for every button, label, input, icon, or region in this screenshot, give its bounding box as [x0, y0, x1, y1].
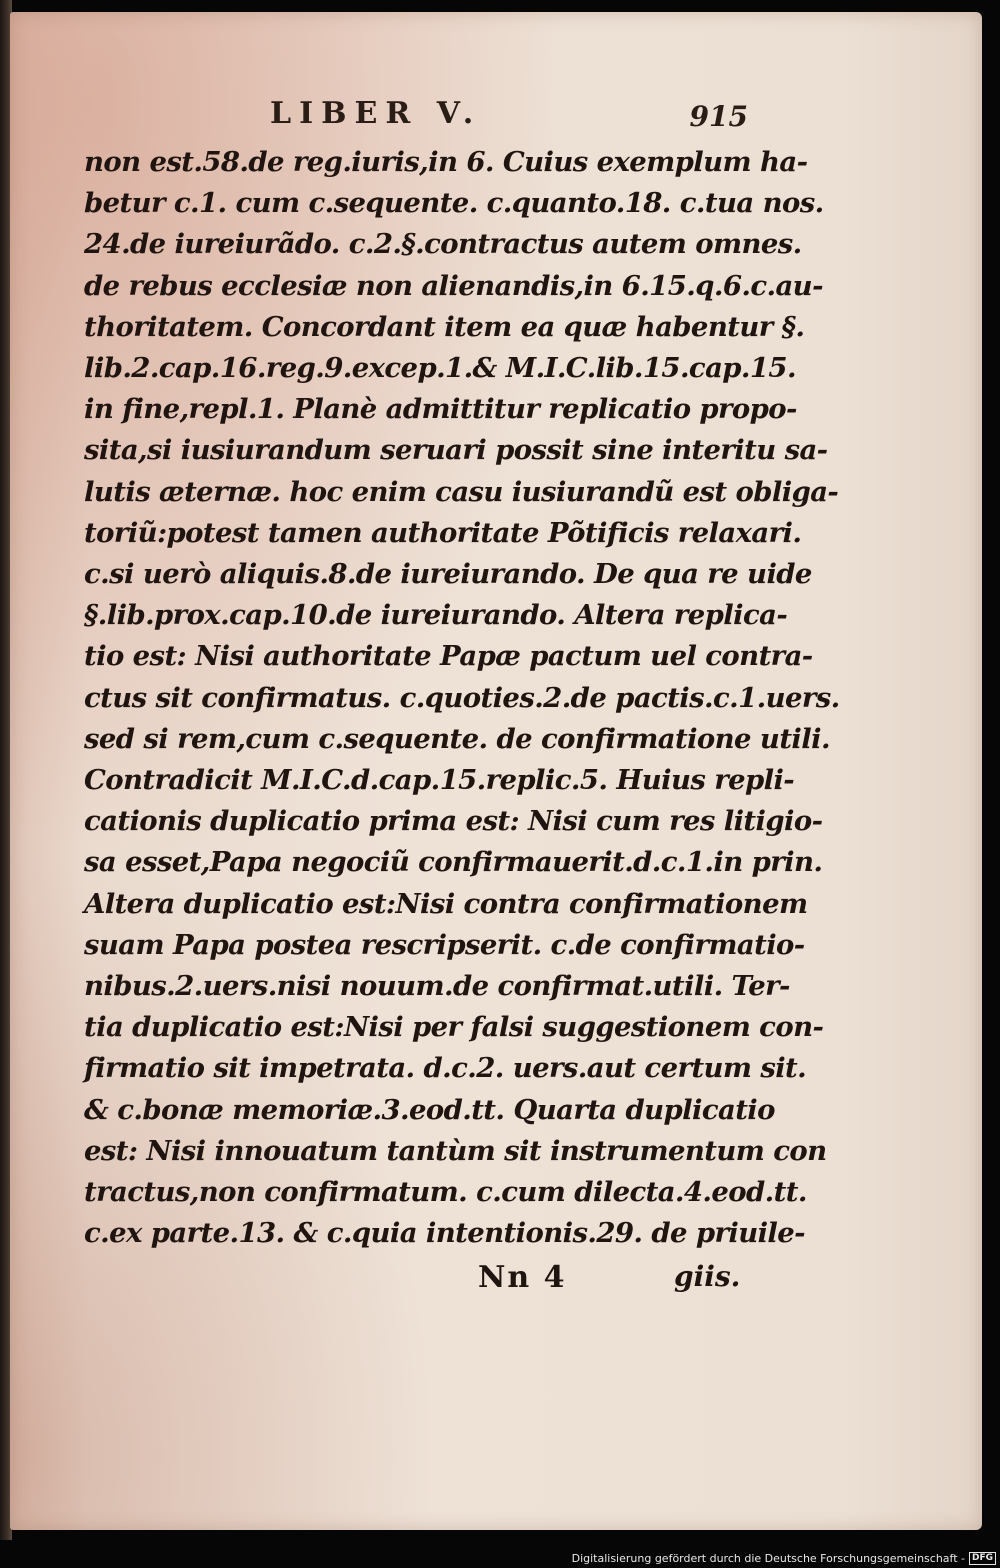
signature-mark: Nn 4 [478, 1260, 567, 1296]
text-line: in fine,repl.1. Planè admittitur replicatio propo- [84, 393, 797, 426]
text-line: sed si rem,cum c.sequente. de confirmatione utili. [84, 722, 830, 755]
signature-line [84, 1260, 744, 1304]
text-line: tia duplicatio est:Nisi per falsi suggestionem con- [84, 1011, 824, 1044]
credit-text: Digitalisierung gefördert durch die Deutsche Forschungsgemeinschaft - [571, 1552, 965, 1565]
text-line: & c.bonæ memoriæ.3.eod.tt. Quarta duplicatio [84, 1093, 775, 1126]
text-line: sa esset,Papa negociũ confirmauerit.d.c.1.in prin. [84, 846, 823, 879]
text-line: betur c.1. cum c.sequente. c.quanto.18. c.tua nos. [84, 187, 824, 220]
text-line: firmatio sit impetrata. d.c.2. uers.aut certum sit. [84, 1052, 807, 1085]
text-line: tio est: Nisi authoritate Papæ pactum uel contra- [84, 640, 813, 673]
text-line: ctus sit confirmatus. c.quoties.2.de pactis.c.1.uers. [84, 681, 840, 714]
running-title: LIBER V. [270, 96, 482, 131]
text-line: 24.de iureiurãdo. c.2.§.contractus autem omnes. [84, 228, 802, 261]
book-page [10, 12, 982, 1530]
text-line: sita,si iusiurandum seruari possit sine interitu sa- [84, 434, 828, 467]
text-line: lib.2.cap.16.reg.9.excep.1.& M.I.C.lib.15.cap.15. [84, 352, 796, 385]
text-line: lutis æternæ. hoc enim casu iusiurandũ est obliga- [84, 475, 839, 508]
text-line: tractus,non confirmatum. c.cum dilecta.4.eod.tt. [84, 1176, 807, 1209]
folio-number: 915 [689, 100, 748, 133]
text-line: c.si uerò aliquis.8.de iureiurando. De qua re uide [84, 558, 812, 591]
text-line: Contradicit M.I.C.d.cap.15.replic.5. Huius repli- [84, 764, 795, 797]
text-line: non est.58.de reg.iuris,in 6. Cuius exemplum ha- [84, 146, 808, 178]
text-line: §.lib.prox.cap.10.de iureiurando. Altera replica- [84, 599, 788, 632]
text-line: toriũ:potest tamen authoritate Põtificis relaxari. [84, 516, 802, 549]
text-line: nibus.2.uers.nisi nouum.de confirmat.utili. Ter- [84, 970, 790, 1003]
text-line: c.ex parte.13. & c.quia intentionis.29. de priuile- [84, 1217, 805, 1250]
text-line: suam Papa postea rescripserit. c.de confirmatio- [84, 928, 805, 961]
text-block [84, 96, 840, 1304]
dfg-logo: DFG [969, 1552, 996, 1565]
text-line: est: Nisi innouatum tantùm sit instrumentum con [84, 1134, 827, 1167]
text-line: de rebus ecclesiæ non alienandis,in 6.15.q.6.c.au- [84, 269, 823, 302]
running-head [84, 96, 748, 142]
text-line: cationis duplicatio prima est: Nisi cum res litigio- [84, 805, 823, 838]
catchword: giis. [674, 1260, 741, 1294]
digitization-credit [572, 1552, 996, 1565]
body-text [84, 142, 840, 1254]
text-line: Altera duplicatio est:Nisi contra confirmationem [84, 887, 808, 920]
text-line: thoritatem. Concordant item ea quæ habentur §. [84, 310, 805, 343]
